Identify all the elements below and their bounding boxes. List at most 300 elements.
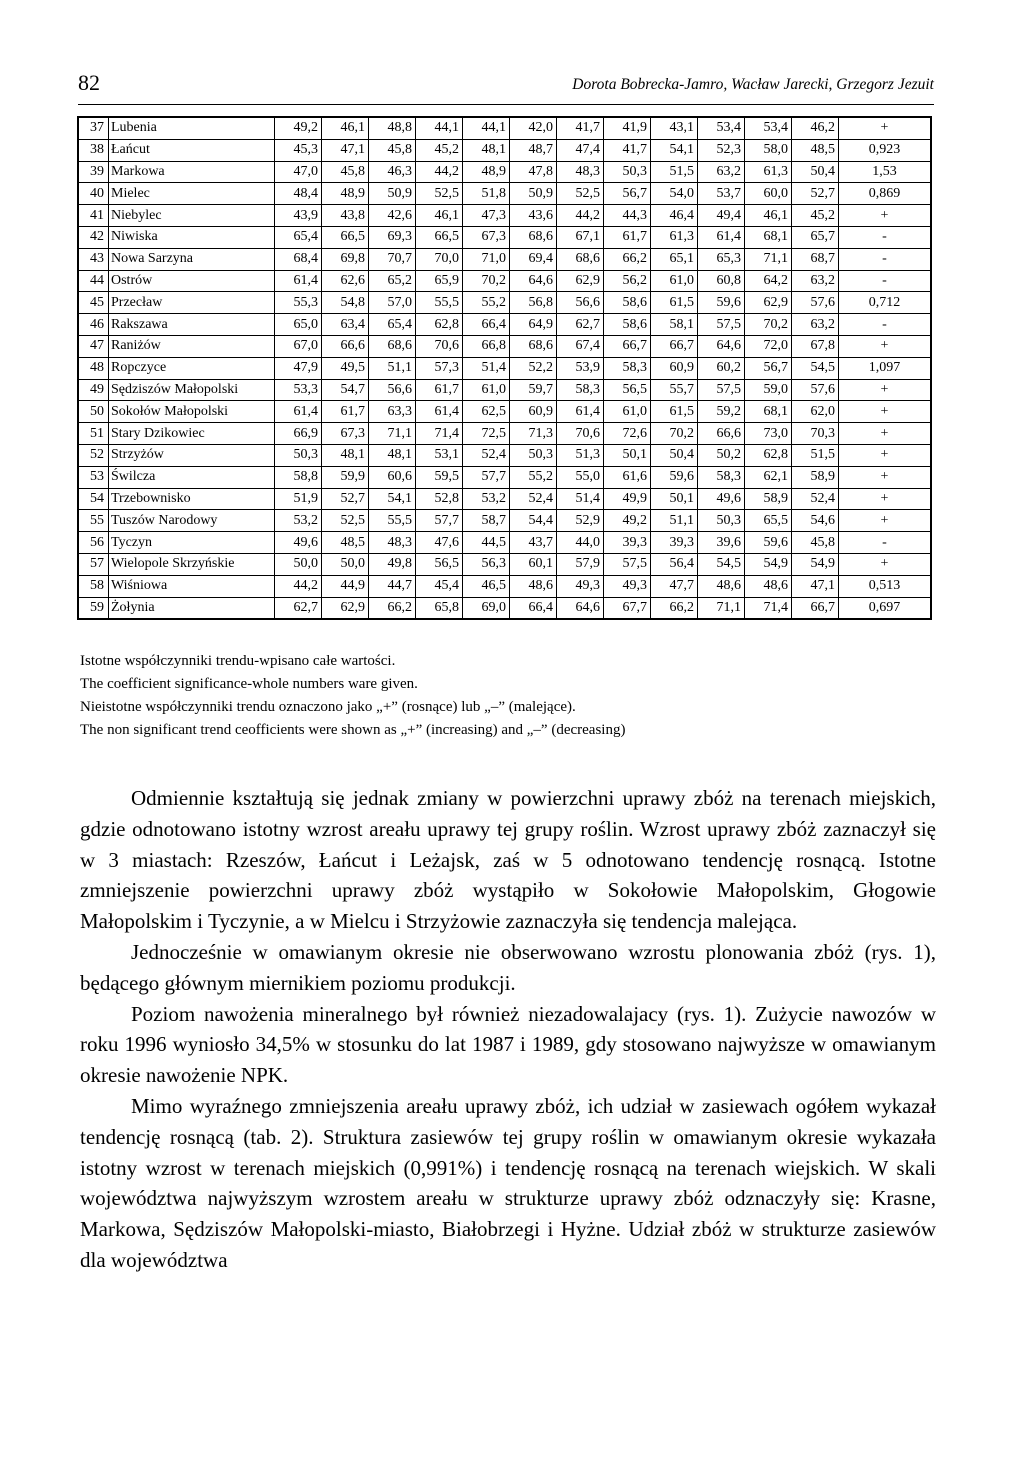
row-number-cell: 52 xyxy=(78,444,109,466)
row-number-cell: 46 xyxy=(78,314,109,336)
value-cell: 72,5 xyxy=(463,423,510,445)
value-cell: 54,8 xyxy=(322,292,369,314)
trend-coefficient-cell: - xyxy=(839,270,932,292)
value-cell: 61,5 xyxy=(651,292,698,314)
value-cell: 59,6 xyxy=(651,466,698,488)
trend-coefficient-cell: 1,53 xyxy=(839,161,932,183)
value-cell: 68,4 xyxy=(275,248,322,270)
value-cell: 48,6 xyxy=(745,575,792,597)
value-cell: 57,7 xyxy=(463,466,510,488)
value-cell: 52,5 xyxy=(557,183,604,205)
value-cell: 46,1 xyxy=(416,205,463,227)
value-cell: 46,4 xyxy=(651,205,698,227)
value-cell: 56,5 xyxy=(416,553,463,575)
value-cell: 66,2 xyxy=(651,597,698,619)
note-line: The coefficient significance-whole numbers ware given. xyxy=(80,676,418,692)
value-cell: 48,8 xyxy=(369,117,416,139)
value-cell: 61,3 xyxy=(651,226,698,248)
value-cell: 62,5 xyxy=(463,401,510,423)
value-cell: 44,0 xyxy=(557,532,604,554)
value-cell: 65,2 xyxy=(369,270,416,292)
value-cell: 57,5 xyxy=(698,379,745,401)
municipality-cell: Tyczyn xyxy=(109,532,275,554)
value-cell: 45,8 xyxy=(369,139,416,161)
value-cell: 68,1 xyxy=(745,226,792,248)
value-cell: 52,9 xyxy=(557,510,604,532)
value-cell: 67,1 xyxy=(557,226,604,248)
value-cell: 61,0 xyxy=(463,379,510,401)
note-line: The non significant trend ceofficients were shown as „+” (increasing) and „–” (decreasing) xyxy=(80,722,626,738)
table-row xyxy=(78,183,931,205)
value-cell: 44,2 xyxy=(275,575,322,597)
value-cell: 63,4 xyxy=(322,314,369,336)
value-cell: 50,4 xyxy=(792,161,839,183)
trend-coefficient-cell: + xyxy=(839,335,932,357)
value-cell: 57,0 xyxy=(369,292,416,314)
value-cell: 71,4 xyxy=(416,423,463,445)
value-cell: 50,1 xyxy=(604,444,651,466)
value-cell: 56,8 xyxy=(510,292,557,314)
value-cell: 45,2 xyxy=(416,139,463,161)
value-cell: 57,5 xyxy=(604,553,651,575)
note-line: Istotne współczynniki trendu-wpisano całe wartości. xyxy=(80,653,396,669)
value-cell: 47,1 xyxy=(322,139,369,161)
value-cell: 59,2 xyxy=(698,401,745,423)
value-cell: 57,6 xyxy=(792,379,839,401)
value-cell: 62,6 xyxy=(322,270,369,292)
value-cell: 61,7 xyxy=(322,401,369,423)
value-cell: 55,5 xyxy=(416,292,463,314)
trend-coefficient-cell: 0,923 xyxy=(839,139,932,161)
value-cell: 55,0 xyxy=(557,466,604,488)
row-number-cell: 57 xyxy=(78,553,109,575)
table-row xyxy=(78,379,931,401)
value-cell: 71,3 xyxy=(510,423,557,445)
value-cell: 64,9 xyxy=(510,314,557,336)
row-number-cell: 47 xyxy=(78,335,109,357)
value-cell: 61,7 xyxy=(604,226,651,248)
value-cell: 50,0 xyxy=(275,553,322,575)
value-cell: 62,7 xyxy=(275,597,322,619)
row-number-cell: 49 xyxy=(78,379,109,401)
municipality-cell: Lubenia xyxy=(109,117,275,139)
value-cell: 62,9 xyxy=(322,597,369,619)
value-cell: 70,6 xyxy=(416,335,463,357)
value-cell: 45,4 xyxy=(416,575,463,597)
value-cell: 64,6 xyxy=(510,270,557,292)
value-cell: 65,4 xyxy=(369,314,416,336)
value-cell: 54,7 xyxy=(322,379,369,401)
row-number-cell: 54 xyxy=(78,488,109,510)
municipality-cell: Łańcut xyxy=(109,139,275,161)
value-cell: 59,9 xyxy=(322,466,369,488)
value-cell: 63,2 xyxy=(792,270,839,292)
municipality-cell: Wielopole Skrzyńskie xyxy=(109,553,275,575)
value-cell: 41,7 xyxy=(557,117,604,139)
value-cell: 45,8 xyxy=(792,532,839,554)
value-cell: 44,2 xyxy=(416,161,463,183)
value-cell: 70,0 xyxy=(416,248,463,270)
value-cell: 58,6 xyxy=(604,292,651,314)
table-row xyxy=(78,444,931,466)
value-cell: 50,0 xyxy=(322,553,369,575)
value-cell: 70,2 xyxy=(745,314,792,336)
value-cell: 53,3 xyxy=(275,379,322,401)
value-cell: 58,3 xyxy=(557,379,604,401)
running-head: Dorota Bobrecka-Jamro, Wacław Jarecki, Grzegorz Jezuit xyxy=(572,76,934,93)
value-cell: 72,0 xyxy=(745,335,792,357)
value-cell: 60,9 xyxy=(510,401,557,423)
value-cell: 66,9 xyxy=(275,423,322,445)
municipality-cell: Raniżów xyxy=(109,335,275,357)
paragraph: Jednocześnie w omawianym okresie nie obserwowano wzrostu plonowania zbóż (rys. 1), będącego głównym miernikiem poziomu produkcji. xyxy=(80,939,936,995)
value-cell: 68,6 xyxy=(510,226,557,248)
table-row xyxy=(78,117,931,139)
value-cell: 43,9 xyxy=(275,205,322,227)
value-cell: 44,5 xyxy=(463,532,510,554)
value-cell: 57,7 xyxy=(416,510,463,532)
value-cell: 63,2 xyxy=(792,314,839,336)
table-row xyxy=(78,401,931,423)
value-cell: 59,7 xyxy=(510,379,557,401)
municipality-cell: Świlcza xyxy=(109,466,275,488)
value-cell: 57,6 xyxy=(792,292,839,314)
value-cell: 58,7 xyxy=(463,510,510,532)
value-cell: 73,0 xyxy=(745,423,792,445)
value-cell: 53,2 xyxy=(275,510,322,532)
value-cell: 45,3 xyxy=(275,139,322,161)
table-row xyxy=(78,139,931,161)
table-row xyxy=(78,597,931,619)
table-row xyxy=(78,161,931,183)
value-cell: 44,1 xyxy=(463,117,510,139)
value-cell: 59,6 xyxy=(745,532,792,554)
value-cell: 64,2 xyxy=(745,270,792,292)
value-cell: 67,4 xyxy=(557,335,604,357)
paragraph: Odmiennie kształtują się jednak zmiany w powierzchni uprawy zbóż na terenach miejskich, gdzie odnotowano istotny wzrost areału uprawy tej grupy roślin. Wzrost uprawy zbóż zaznaczył się w 3 miastach: Rzeszów, Łańcut i Leżajsk, zaś w 5 odnotowano tendencję rosnącą. Istotne zmniejszenie powierzchni uprawy zbóż wystąpiło w Sokołowie Małopolskim, Głogowie Małopolskim i Tyczynie, a w Mielcu i Strzyżowie zaznaczyła się tendencja malejąca. xyxy=(80,786,936,934)
municipality-cell: Wiśniowa xyxy=(109,575,275,597)
table-row xyxy=(78,532,931,554)
table-notes xyxy=(80,650,625,742)
trend-coefficient-cell: - xyxy=(839,248,932,270)
trend-coefficient-cell: + xyxy=(839,466,932,488)
value-cell: 65,9 xyxy=(416,270,463,292)
value-cell: 49,9 xyxy=(604,488,651,510)
table-row xyxy=(78,314,931,336)
value-cell: 46,1 xyxy=(322,117,369,139)
value-cell: 55,2 xyxy=(463,292,510,314)
value-cell: 61,4 xyxy=(557,401,604,423)
municipality-cell: Mielec xyxy=(109,183,275,205)
value-cell: 48,1 xyxy=(369,444,416,466)
value-cell: 71,1 xyxy=(698,597,745,619)
value-cell: 42,6 xyxy=(369,205,416,227)
value-cell: 49,8 xyxy=(369,553,416,575)
municipality-cell: Przecław xyxy=(109,292,275,314)
value-cell: 47,0 xyxy=(275,161,322,183)
value-cell: 66,2 xyxy=(369,597,416,619)
value-cell: 72,6 xyxy=(604,423,651,445)
row-number-cell: 37 xyxy=(78,117,109,139)
value-cell: 54,5 xyxy=(792,357,839,379)
value-cell: 58,0 xyxy=(745,139,792,161)
table-row xyxy=(78,423,931,445)
value-cell: 48,5 xyxy=(792,139,839,161)
value-cell: 51,3 xyxy=(557,444,604,466)
trend-coefficient-cell: 0,869 xyxy=(839,183,932,205)
data-table xyxy=(77,116,932,620)
trend-coefficient-cell: + xyxy=(839,488,932,510)
value-cell: 56,4 xyxy=(651,553,698,575)
value-cell: 49,2 xyxy=(604,510,651,532)
value-cell: 49,3 xyxy=(604,575,651,597)
value-cell: 61,0 xyxy=(604,401,651,423)
value-cell: 70,2 xyxy=(463,270,510,292)
value-cell: 60,6 xyxy=(369,466,416,488)
value-cell: 70,3 xyxy=(792,423,839,445)
value-cell: 65,5 xyxy=(745,510,792,532)
row-number-cell: 55 xyxy=(78,510,109,532)
value-cell: 47,4 xyxy=(557,139,604,161)
value-cell: 47,8 xyxy=(510,161,557,183)
value-cell: 44,7 xyxy=(369,575,416,597)
value-cell: 50,3 xyxy=(275,444,322,466)
trend-coefficient-cell: - xyxy=(839,314,932,336)
trend-coefficient-cell: + xyxy=(839,205,932,227)
row-number-cell: 48 xyxy=(78,357,109,379)
value-cell: 69,4 xyxy=(510,248,557,270)
value-cell: 68,7 xyxy=(792,248,839,270)
value-cell: 66,7 xyxy=(604,335,651,357)
trend-coefficient-cell: + xyxy=(839,117,932,139)
value-cell: 69,0 xyxy=(463,597,510,619)
value-cell: 48,6 xyxy=(698,575,745,597)
trend-coefficient-cell: + xyxy=(839,379,932,401)
table-row xyxy=(78,270,931,292)
value-cell: 47,1 xyxy=(792,575,839,597)
value-cell: 58,8 xyxy=(275,466,322,488)
value-cell: 49,2 xyxy=(275,117,322,139)
value-cell: 48,9 xyxy=(463,161,510,183)
value-cell: 54,9 xyxy=(745,553,792,575)
value-cell: 46,5 xyxy=(463,575,510,597)
trend-coefficient-cell: + xyxy=(839,510,932,532)
value-cell: 54,4 xyxy=(510,510,557,532)
value-cell: 61,4 xyxy=(275,270,322,292)
municipality-cell: Rakszawa xyxy=(109,314,275,336)
value-cell: 66,8 xyxy=(463,335,510,357)
table-row xyxy=(78,575,931,597)
table-row xyxy=(78,248,931,270)
row-number-cell: 40 xyxy=(78,183,109,205)
value-cell: 43,7 xyxy=(510,532,557,554)
value-cell: 60,1 xyxy=(510,553,557,575)
trend-coefficient-cell: 1,097 xyxy=(839,357,932,379)
value-cell: 48,5 xyxy=(322,532,369,554)
value-cell: 60,8 xyxy=(698,270,745,292)
value-cell: 50,1 xyxy=(651,488,698,510)
trend-coefficient-cell: - xyxy=(839,226,932,248)
value-cell: 68,6 xyxy=(557,248,604,270)
municipality-cell: Żołynia xyxy=(109,597,275,619)
paragraph: Poziom nawożenia mineralnego był również niezadowalajacy (rys. 1). Zużycie nawozów w roku 1996 wyniosło 34,5% w stosunku do lat 1987 i 1989, gdy stosowano najwyższe w omawianym okresie nawożenie NPK. xyxy=(80,1001,936,1088)
table-row xyxy=(78,226,931,248)
value-cell: 65,3 xyxy=(698,248,745,270)
value-cell: 71,1 xyxy=(745,248,792,270)
row-number-cell: 45 xyxy=(78,292,109,314)
row-number-cell: 44 xyxy=(78,270,109,292)
value-cell: 54,9 xyxy=(792,553,839,575)
paragraph: Mimo wyraźnego zmniejszenia areału uprawy zbóż, ich udział w zasiewach ogółem wykazał tendencję rosnącą (tab. 2). Struktura zasiewów tej grupy roślin w omawianym okresie wykazała istotny wzrost w terenach miejskich (0,991%) i tendencję rosnącą na terenach wiejskich. W skali województwa najwyższym wzrostem areału w strukturze uprawy zbóż odznaczyły się: Krasne, Markowa, Sędziszów Małopolski-miasto, Białobrzegi i Hyżne. Udział zbóż w strukturze zasiewów dla województwa xyxy=(80,1093,936,1272)
municipality-cell: Ropczyce xyxy=(109,357,275,379)
value-cell: 56,5 xyxy=(604,379,651,401)
value-cell: 65,4 xyxy=(275,226,322,248)
table-row xyxy=(78,335,931,357)
value-cell: 50,3 xyxy=(604,161,651,183)
value-cell: 62,7 xyxy=(557,314,604,336)
municipality-cell: Niebylec xyxy=(109,205,275,227)
trend-coefficient-cell: + xyxy=(839,444,932,466)
value-cell: 45,8 xyxy=(322,161,369,183)
value-cell: 70,6 xyxy=(557,423,604,445)
value-cell: 52,2 xyxy=(510,357,557,379)
value-cell: 52,8 xyxy=(416,488,463,510)
value-cell: 71,0 xyxy=(463,248,510,270)
value-cell: 49,6 xyxy=(698,488,745,510)
value-cell: 55,5 xyxy=(369,510,416,532)
value-cell: 53,4 xyxy=(698,117,745,139)
value-cell: 56,6 xyxy=(557,292,604,314)
row-number-cell: 39 xyxy=(78,161,109,183)
value-cell: 61,4 xyxy=(698,226,745,248)
value-cell: 54,1 xyxy=(651,139,698,161)
value-cell: 67,8 xyxy=(792,335,839,357)
table-row xyxy=(78,510,931,532)
value-cell: 67,0 xyxy=(275,335,322,357)
value-cell: 66,6 xyxy=(698,423,745,445)
value-cell: 61,6 xyxy=(604,466,651,488)
value-cell: 39,3 xyxy=(604,532,651,554)
trend-coefficient-cell: 0,513 xyxy=(839,575,932,597)
value-cell: 50,3 xyxy=(510,444,557,466)
value-cell: 50,3 xyxy=(698,510,745,532)
value-cell: 48,4 xyxy=(275,183,322,205)
value-cell: 66,7 xyxy=(651,335,698,357)
value-cell: 51,4 xyxy=(557,488,604,510)
table-row xyxy=(78,205,931,227)
value-cell: 67,3 xyxy=(463,226,510,248)
value-cell: 41,7 xyxy=(604,139,651,161)
value-cell: 63,2 xyxy=(698,161,745,183)
value-cell: 69,3 xyxy=(369,226,416,248)
value-cell: 55,7 xyxy=(651,379,698,401)
value-cell: 62,9 xyxy=(745,292,792,314)
value-cell: 66,4 xyxy=(463,314,510,336)
trend-coefficient-cell: + xyxy=(839,401,932,423)
value-cell: 52,5 xyxy=(322,510,369,532)
value-cell: 66,7 xyxy=(792,597,839,619)
value-cell: 62,1 xyxy=(745,466,792,488)
value-cell: 44,3 xyxy=(604,205,651,227)
table-row xyxy=(78,292,931,314)
note-line: Nieistotne współczynniki trendu oznaczono jako „+” (rosnące) lub „–” (malejące). xyxy=(80,699,576,715)
page-number: 82 xyxy=(78,70,100,95)
value-cell: 43,1 xyxy=(651,117,698,139)
value-cell: 68,1 xyxy=(745,401,792,423)
value-cell: 60,9 xyxy=(651,357,698,379)
value-cell: 56,7 xyxy=(604,183,651,205)
value-cell: 52,7 xyxy=(792,183,839,205)
value-cell: 53,1 xyxy=(416,444,463,466)
row-number-cell: 56 xyxy=(78,532,109,554)
value-cell: 65,0 xyxy=(275,314,322,336)
value-cell: 64,6 xyxy=(557,597,604,619)
value-cell: 54,5 xyxy=(698,553,745,575)
value-cell: 48,1 xyxy=(322,444,369,466)
value-cell: 60,0 xyxy=(745,183,792,205)
value-cell: 57,3 xyxy=(416,357,463,379)
value-cell: 55,2 xyxy=(510,466,557,488)
trend-coefficient-cell: + xyxy=(839,423,932,445)
municipality-cell: Markowa xyxy=(109,161,275,183)
value-cell: 61,7 xyxy=(416,379,463,401)
trend-coefficient-cell: - xyxy=(839,532,932,554)
value-cell: 61,4 xyxy=(275,401,322,423)
value-cell: 46,3 xyxy=(369,161,416,183)
table-row xyxy=(78,553,931,575)
value-cell: 62,8 xyxy=(745,444,792,466)
value-cell: 56,2 xyxy=(604,270,651,292)
municipality-cell: Tuszów Narodowy xyxy=(109,510,275,532)
value-cell: 53,2 xyxy=(463,488,510,510)
value-cell: 52,5 xyxy=(416,183,463,205)
value-cell: 46,1 xyxy=(745,205,792,227)
value-cell: 58,9 xyxy=(792,466,839,488)
trend-coefficient-cell: 0,697 xyxy=(839,597,932,619)
value-cell: 46,2 xyxy=(792,117,839,139)
value-cell: 61,0 xyxy=(651,270,698,292)
value-cell: 49,5 xyxy=(322,357,369,379)
value-cell: 51,9 xyxy=(275,488,322,510)
value-cell: 60,2 xyxy=(698,357,745,379)
value-cell: 70,2 xyxy=(651,423,698,445)
value-cell: 69,8 xyxy=(322,248,369,270)
municipality-cell: Sędziszów Małopolski xyxy=(109,379,275,401)
value-cell: 66,5 xyxy=(322,226,369,248)
value-cell: 54,6 xyxy=(792,510,839,532)
value-cell: 43,6 xyxy=(510,205,557,227)
value-cell: 51,4 xyxy=(463,357,510,379)
value-cell: 43,8 xyxy=(322,205,369,227)
municipality-cell: Niwiska xyxy=(109,226,275,248)
value-cell: 64,6 xyxy=(698,335,745,357)
value-cell: 45,2 xyxy=(792,205,839,227)
value-cell: 66,5 xyxy=(416,226,463,248)
value-cell: 58,3 xyxy=(698,466,745,488)
municipality-cell: Strzyżów xyxy=(109,444,275,466)
value-cell: 53,4 xyxy=(745,117,792,139)
value-cell: 68,6 xyxy=(369,335,416,357)
value-cell: 58,9 xyxy=(745,488,792,510)
value-cell: 62,8 xyxy=(416,314,463,336)
value-cell: 67,7 xyxy=(604,597,651,619)
value-cell: 58,1 xyxy=(651,314,698,336)
value-cell: 52,3 xyxy=(698,139,745,161)
value-cell: 50,2 xyxy=(698,444,745,466)
row-number-cell: 43 xyxy=(78,248,109,270)
value-cell: 48,3 xyxy=(369,532,416,554)
page-header xyxy=(78,68,934,105)
